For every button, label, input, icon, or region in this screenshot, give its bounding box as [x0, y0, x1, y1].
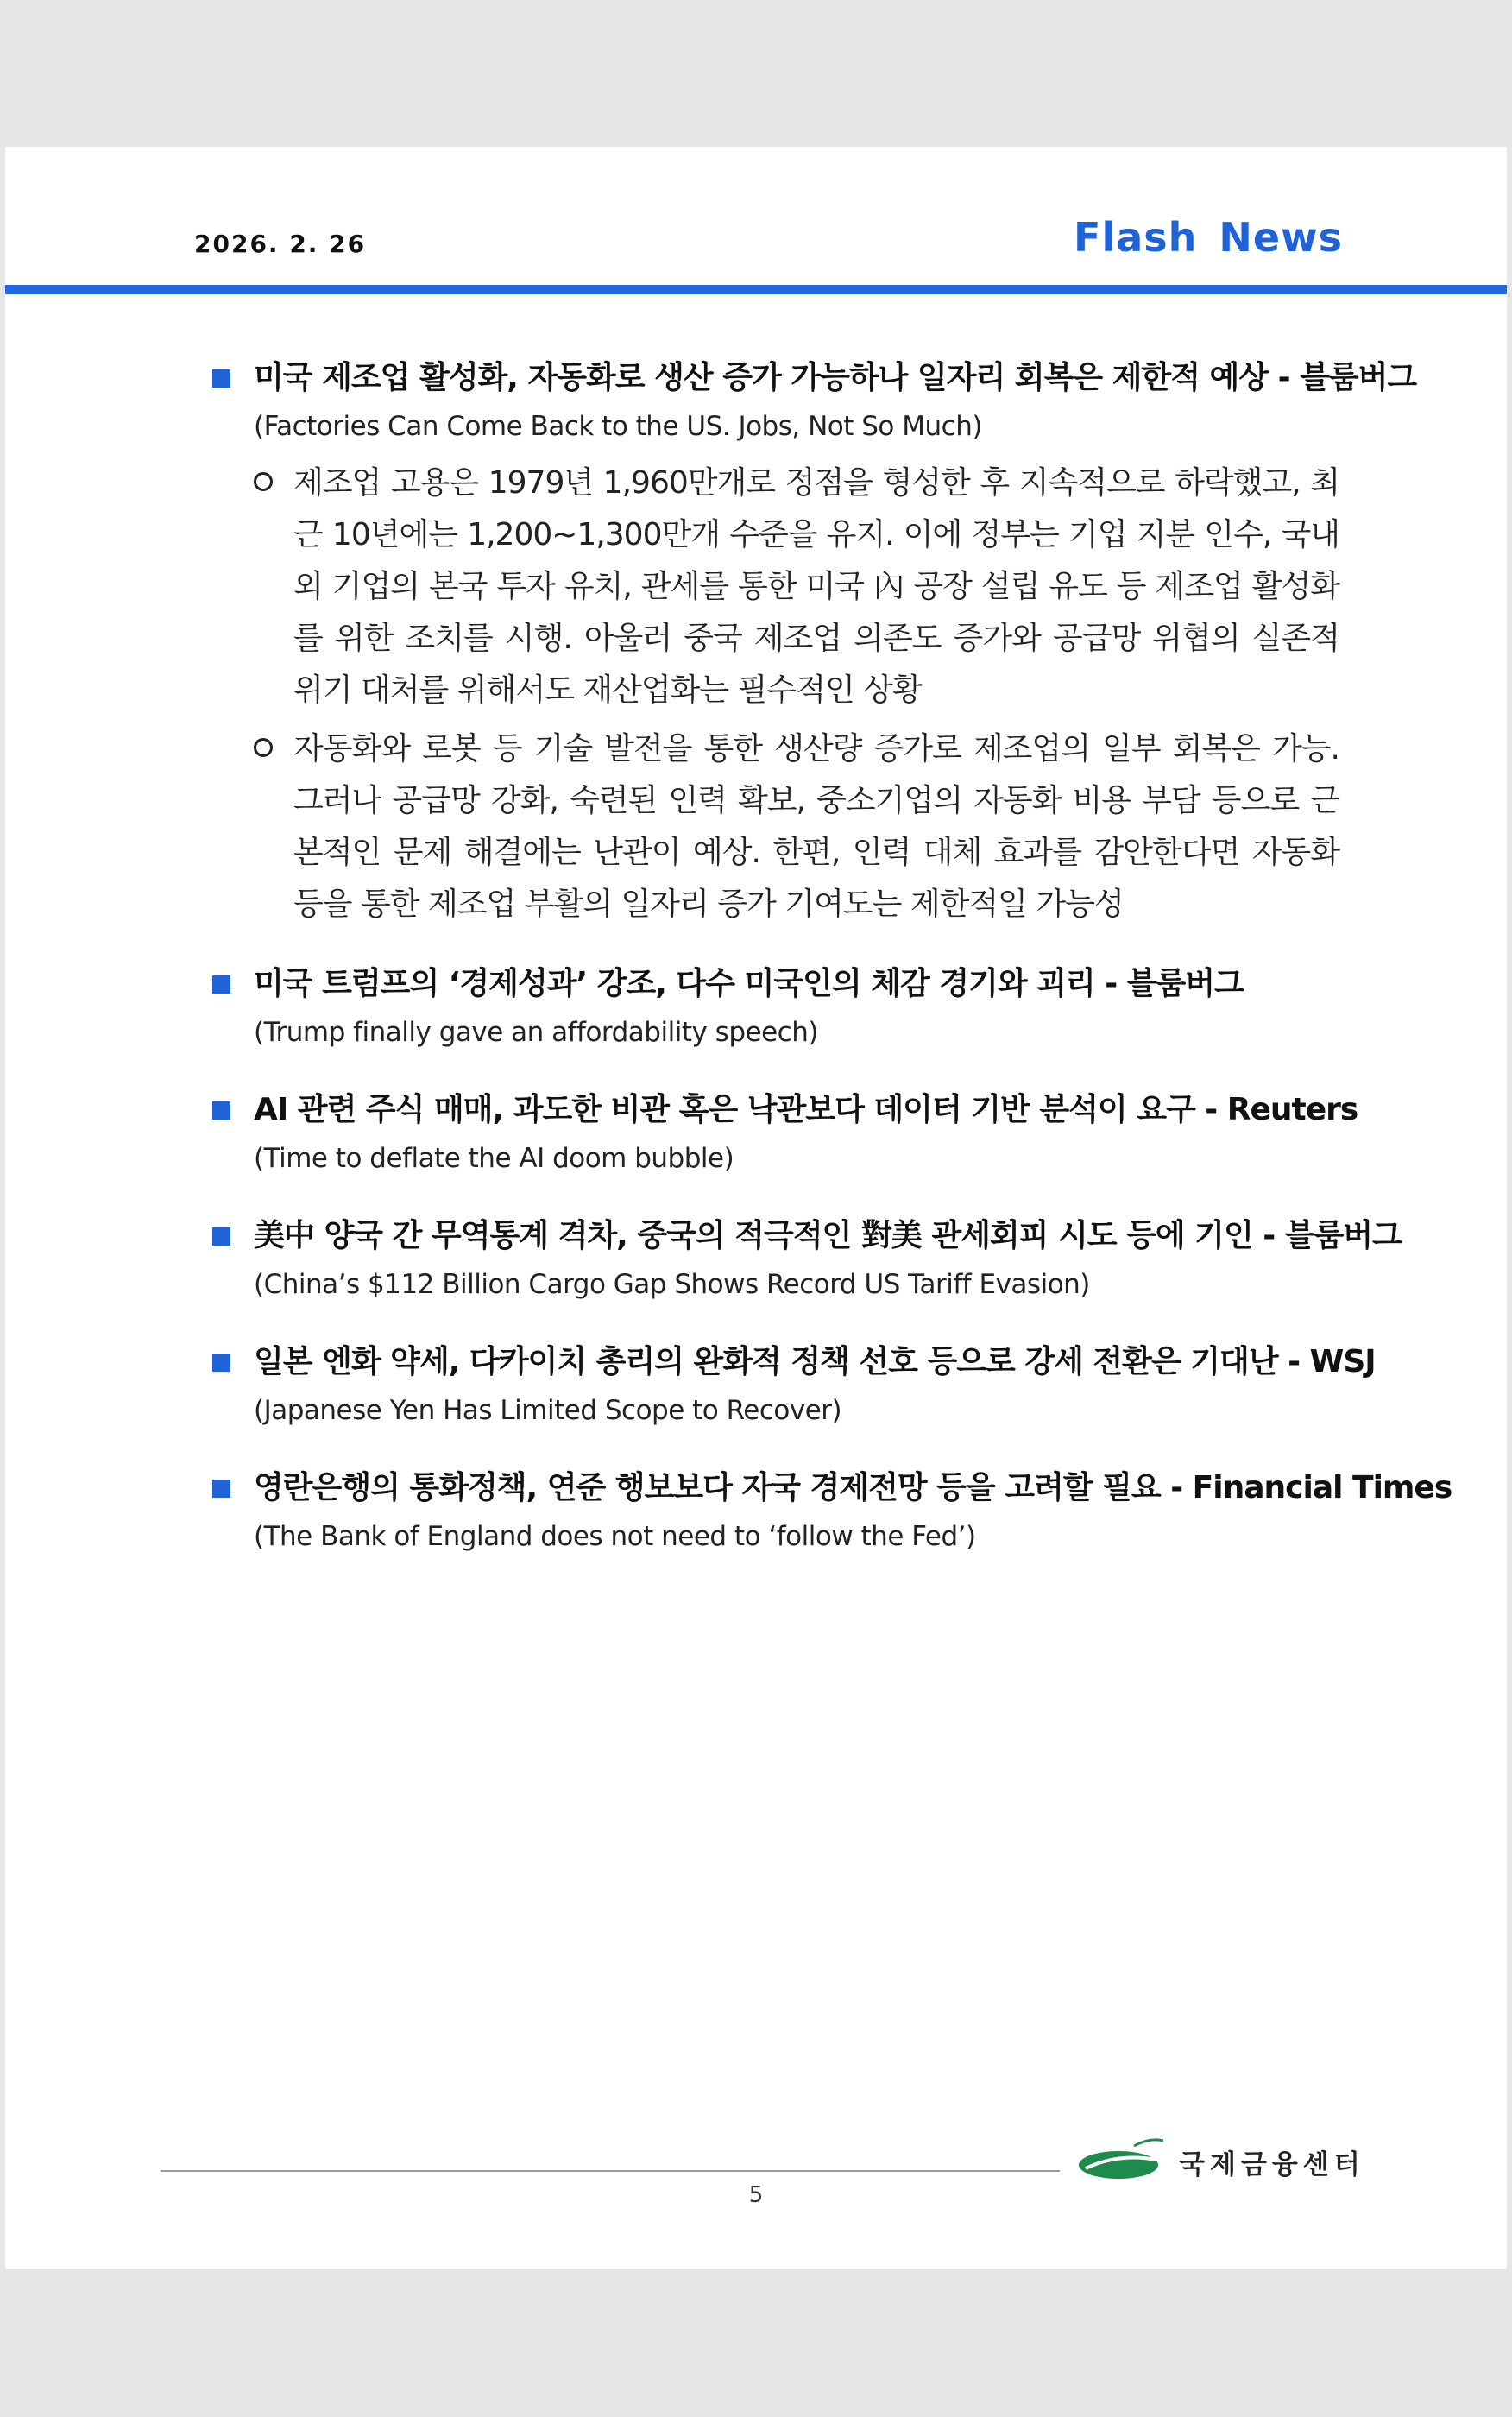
news-heading-row	[205, 1338, 1376, 1386]
news-item	[205, 1338, 1376, 1435]
footer-divider	[161, 2170, 1060, 2172]
news-heading: AI 관련 주식 매매, 과도한 비관 혹은 낙관보다 데이터 기반 분석이 요구 - Reuters	[254, 1092, 1358, 1127]
news-list	[205, 354, 1452, 1590]
news-heading: 미국 제조업 활성화, 자동화로 생산 증가 가능하나 일자리 회복은 제한적 예상 - 블룸버그	[254, 360, 1417, 395]
news-item	[205, 960, 1339, 1057]
org-name: 국제금융센터	[1179, 2149, 1365, 2180]
circle-bullet-icon	[254, 472, 273, 491]
news-paragraph	[205, 458, 1339, 716]
header-divider	[5, 285, 1507, 294]
square-bullet-icon	[212, 1354, 230, 1372]
circle-bullet-icon	[254, 738, 273, 757]
news-subtitle: (Trump finally gave an affordability speech)	[254, 1017, 818, 1048]
kcif-logo-icon	[1074, 2134, 1175, 2182]
news-heading: 미국 트럼프의 ‘경제성과’ 강조, 다수 미국인의 체감 경기와 괴리 - 블룸버그	[254, 966, 1244, 1001]
square-bullet-icon	[212, 975, 230, 994]
news-heading-row	[205, 960, 1339, 1008]
news-subtitle: (China’s $112 Billion Cargo Gap Shows Record US Tariff Evasion)	[254, 1269, 1090, 1300]
square-bullet-icon	[212, 1227, 230, 1246]
news-heading-row	[205, 1086, 1358, 1134]
news-subtitle: (Time to deflate the AI doom bubble)	[254, 1143, 734, 1174]
news-heading-row	[205, 1212, 1402, 1260]
square-bullet-icon	[212, 1101, 230, 1120]
news-item	[205, 1464, 1452, 1561]
news-paragraph	[205, 723, 1339, 931]
news-heading-row	[205, 1464, 1452, 1512]
news-subtitle: (Japanese Yen Has Limited Scope to Recover)	[254, 1395, 842, 1426]
org-logo	[1074, 2134, 1365, 2186]
news-heading: 영란은행의 통화정책, 연준 행보보다 자국 경제전망 등을 고려할 필요 - Financial Times	[254, 1470, 1452, 1505]
paragraph-text: 자동화와 로봇 등 기술 발전을 통한 생산량 증가로 제조업의 일부 회복은 가능. 그러나 공급망 강화, 숙련된 인력 확보, 중소기업의 자동화 비용 부담 등으로 근본적인 문제 해결에는 난관이 예상. 한편, 인력 대체 효과를 감안한다면 자동화 등을 통한 제조업 부활의 일자리 증가 기여도는 제한적일 가능성	[293, 731, 1339, 922]
news-heading-row	[205, 354, 1417, 402]
news-item	[205, 354, 1417, 931]
news-heading: 일본 엔화 약세, 다카이치 총리의 완화적 정책 선호 등으로 강세 전환은 기대난 - WSJ	[254, 1344, 1376, 1379]
news-heading: 美中 양국 간 무역통계 격차, 중국의 적극적인 對美 관세회피 시도 등에 기인 - 블룸버그	[254, 1218, 1402, 1253]
news-item	[205, 1212, 1402, 1309]
paragraph-text: 제조업 고용은 1979년 1,960만개로 정점을 형성한 후 지속적으로 하락했고, 최근 10년에는 1,200~1,300만개 수준을 유지. 이에 정부는 기업 지분 인수, 국내외 기업의 본국 투자 유치, 관세를 통한 미국 內 공장 설립 유도 등 제조업 활성화를 위한 조치를 시행. 아울러 중국 제조업 의존도 증가와 공급망 위협의 실존적 위기 대처를 위해서도 재산업화는 필수적인 상황	[293, 465, 1339, 708]
square-bullet-icon	[212, 1480, 230, 1498]
square-bullet-icon	[212, 369, 230, 388]
document-page	[5, 147, 1507, 2269]
report-title: Flash News	[1074, 214, 1343, 261]
report-date: 2026. 2. 26	[194, 230, 367, 258]
news-subtitle: (The Bank of England does not need to ‘follow the Fed’)	[254, 1521, 976, 1552]
news-item	[205, 1086, 1358, 1183]
news-subtitle: (Factories Can Come Back to the US. Jobs, Not So Much)	[254, 411, 982, 442]
page-number: 5	[748, 2182, 764, 2208]
